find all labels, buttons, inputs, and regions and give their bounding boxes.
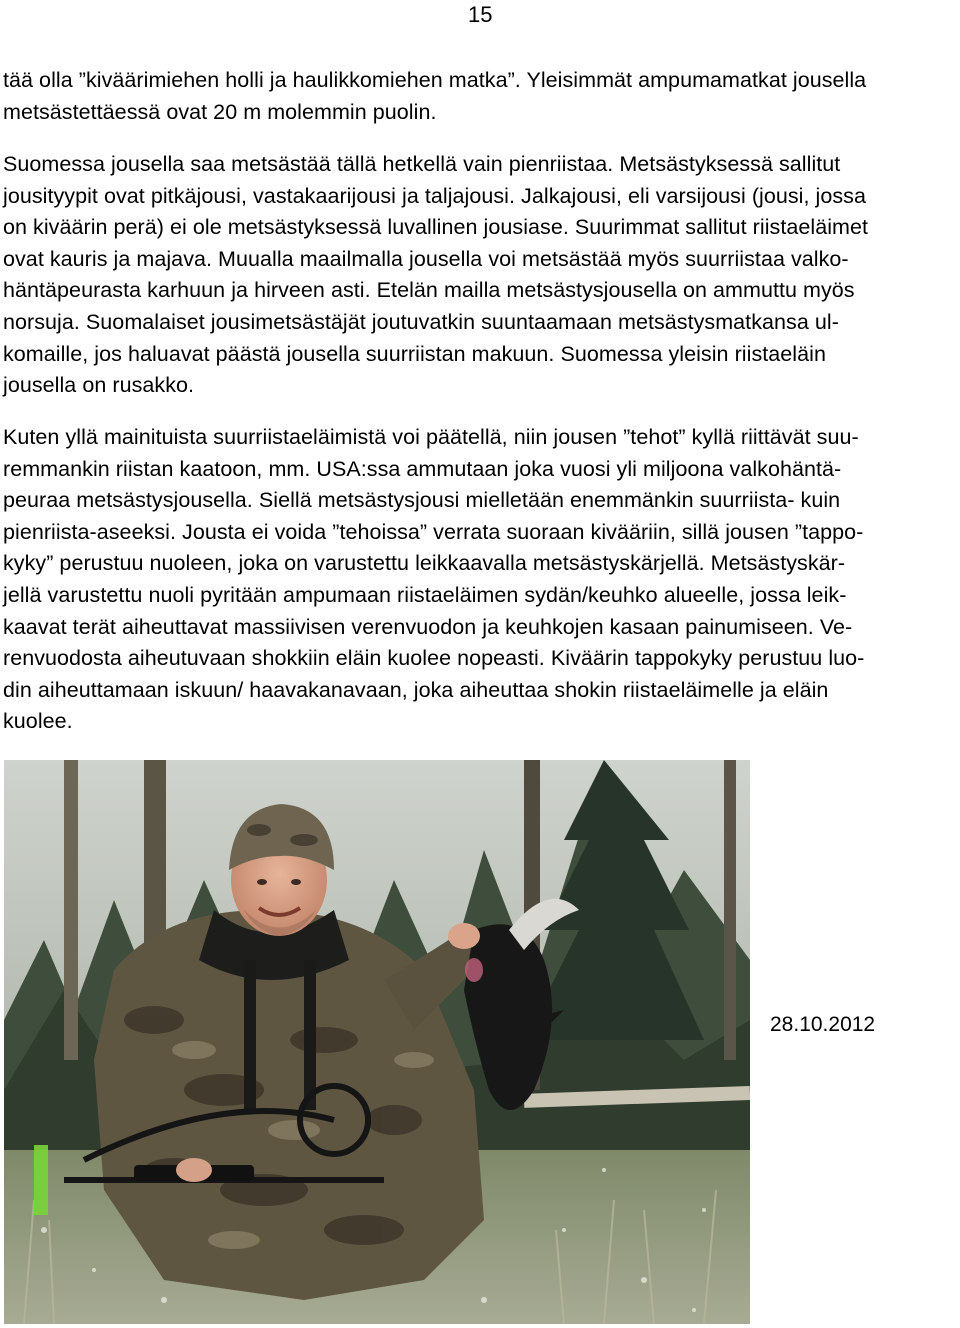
page-number: 15	[468, 2, 493, 27]
text-line: pienriista-aseeksi. Jousta ei voida ”tehoissa” verrata suoraan kivääriin, sillä jousen ”tappo-	[3, 519, 864, 544]
text-line: Suomessa jousella saa metsästää tällä hetkellä vain pienriistaa. Metsästyksessä sallitut	[3, 152, 841, 176]
text-line: norsuja. Suomalaiset jousimetsästäjät joutuvatkin suuntaamaan metsästysmatkansa ul-	[3, 309, 839, 334]
text-line: jousella on rusakko.	[3, 373, 195, 398]
text-line: kyky” perustuu nuoleen, joka on varustettu leikkaavalla metsästyskärjellä. Metsästyskär-	[3, 551, 846, 576]
hunter-photo-illustration	[4, 760, 750, 1324]
text-line: jellä varustettu nuoli pyritään ampumaan riistaeläimen sydän/keuhko alueelle, jossa leik-	[3, 582, 847, 607]
text-line: jousityypit ovat pitkäjousi, vastakaarijousi ja taljajousi. Jalkajousi, eli varsijousi (jousi, jossa	[3, 183, 866, 208]
photo-date-caption: 28.10.2012	[770, 1013, 876, 1036]
text-line: on kiväärin perä) ei ole metsästyksessä luvallinen jousiase. Suurimmat sallitut riistaeläimet	[3, 215, 869, 240]
text-line: ovat kauris ja majava. Muualla maailmalla jousella voi metsästää myös suurriistaa valko-	[3, 246, 849, 271]
paragraph-intro	[3, 65, 958, 128]
hunter-photo	[4, 760, 750, 1324]
paragraph-bow-effectiveness	[3, 422, 958, 738]
text-line: komaille, jos haluavat päästä jousella suurriistan makuun. Suomessa yleisin riistaeläin	[3, 341, 826, 366]
text-line: kuolee.	[3, 709, 73, 734]
text-line: häntäpeurasta karhuun ja hirveen asti. Etelän mailla metsästysjousella on ammuttu myös	[3, 278, 855, 303]
text-line: remmankin riistan kaatoon, mm. USA:ssa ammutaan joka vuosi yli miljoona valkohäntä-	[3, 456, 842, 481]
text-line: tää olla ”kiväärimiehen holli ja haulikkomiehen matka”. Yleisimmät ampumamatkat jousella	[3, 68, 867, 92]
text-line: renvuodosta aiheutuvaan shokkiin eläin kuolee nopeasti. Kiväärin tappokyky perustuu luo-	[3, 646, 865, 671]
text-line: din aiheuttamaan iskuun/ haavakanavaan, joka aiheuttaa shokin riistaeläimelle ja eläin	[3, 677, 829, 702]
paragraph-finland-bowhunting	[3, 149, 958, 402]
text-line: Kuten yllä mainituista suurriistaeläimistä voi päätellä, niin jousen ”tehot” kyllä riittävät suu-	[3, 425, 859, 449]
text-line: kaavat terät aiheuttavat massiivisen verenvuodon ja keuhkojen kasaan painumiseen. Ve-	[3, 614, 853, 639]
text-line: peuraa metsästysjousella. Siellä metsästysjousi mielletään enemmänkin suurriista- kuin	[3, 488, 841, 513]
text-line: metsästettäessä ovat 20 m molemmin puolin.	[3, 99, 437, 124]
